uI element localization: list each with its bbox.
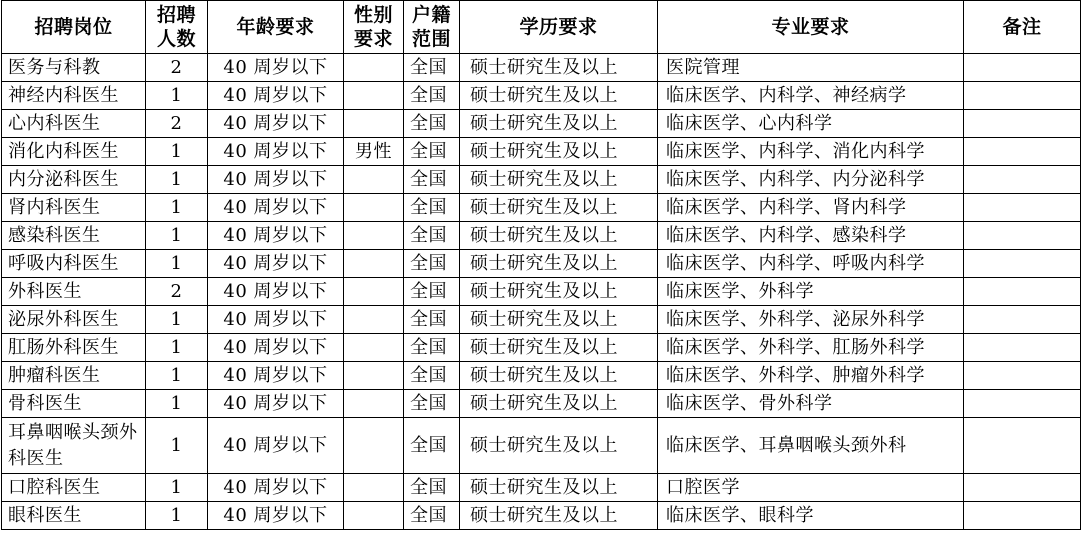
cell-notes [964, 502, 1081, 530]
cell-major: 临床医学、内科学、肾内科学 [658, 194, 964, 222]
header-age: 年龄要求 [208, 1, 344, 54]
cell-major: 临床医学、骨外科学 [658, 390, 964, 418]
cell-notes [964, 222, 1081, 250]
table-row [2, 306, 1081, 334]
cell-hukou: 全国 [404, 362, 460, 390]
cell-position: 心内科医生 [2, 110, 146, 138]
cell-education: 硕士研究生及以上 [460, 278, 658, 306]
cell-education: 硕士研究生及以上 [460, 502, 658, 530]
cell-hukou: 全国 [404, 222, 460, 250]
cell-gender [344, 362, 404, 390]
cell-hukou: 全国 [404, 250, 460, 278]
cell-notes [964, 138, 1081, 166]
cell-education: 硕士研究生及以上 [460, 166, 658, 194]
cell-gender [344, 82, 404, 110]
cell-age: 40 周岁以下 [208, 110, 344, 138]
cell-major: 临床医学、内科学、感染科学 [658, 222, 964, 250]
cell-gender [344, 54, 404, 82]
cell-count: 1 [146, 334, 208, 362]
cell-gender [344, 166, 404, 194]
cell-gender [344, 222, 404, 250]
cell-gender [344, 474, 404, 502]
cell-major: 临床医学、外科学、肿瘤外科学 [658, 362, 964, 390]
cell-notes [964, 250, 1081, 278]
cell-position: 消化内科医生 [2, 138, 146, 166]
table-row [2, 474, 1081, 502]
cell-notes [964, 82, 1081, 110]
cell-notes [964, 334, 1081, 362]
cell-count: 1 [146, 250, 208, 278]
cell-major: 临床医学、内科学、内分泌科学 [658, 166, 964, 194]
cell-hukou: 全国 [404, 306, 460, 334]
table-row [2, 110, 1081, 138]
cell-count: 1 [146, 418, 208, 474]
cell-position: 耳鼻咽喉头颈外科医生 [2, 418, 146, 474]
cell-count: 1 [146, 306, 208, 334]
cell-hukou: 全国 [404, 166, 460, 194]
cell-education: 硕士研究生及以上 [460, 222, 658, 250]
table-row [2, 82, 1081, 110]
cell-gender [344, 418, 404, 474]
table-row [2, 222, 1081, 250]
cell-age: 40 周岁以下 [208, 194, 344, 222]
cell-education: 硕士研究生及以上 [460, 194, 658, 222]
table-row [2, 138, 1081, 166]
cell-hukou: 全国 [404, 418, 460, 474]
cell-hukou: 全国 [404, 194, 460, 222]
cell-major: 临床医学、外科学、肛肠外科学 [658, 334, 964, 362]
cell-hukou: 全国 [404, 54, 460, 82]
cell-major: 临床医学、耳鼻咽喉头颈外科 [658, 418, 964, 474]
cell-gender [344, 306, 404, 334]
header-education: 学历要求 [460, 1, 658, 54]
header-notes: 备注 [964, 1, 1081, 54]
cell-major: 医院管理 [658, 54, 964, 82]
cell-notes [964, 418, 1081, 474]
cell-notes [964, 194, 1081, 222]
cell-age: 40 周岁以下 [208, 334, 344, 362]
cell-education: 硕士研究生及以上 [460, 306, 658, 334]
cell-major: 临床医学、内科学、呼吸内科学 [658, 250, 964, 278]
cell-count: 1 [146, 390, 208, 418]
cell-position: 泌尿外科医生 [2, 306, 146, 334]
cell-education: 硕士研究生及以上 [460, 334, 658, 362]
header-major: 专业要求 [658, 1, 964, 54]
cell-notes [964, 390, 1081, 418]
cell-major: 临床医学、眼科学 [658, 502, 964, 530]
cell-major: 临床医学、内科学、消化内科学 [658, 138, 964, 166]
table-row [2, 166, 1081, 194]
cell-notes [964, 474, 1081, 502]
cell-major: 临床医学、心内科学 [658, 110, 964, 138]
cell-education: 硕士研究生及以上 [460, 250, 658, 278]
cell-age: 40 周岁以下 [208, 166, 344, 194]
header-gender: 性别要求 [344, 1, 404, 54]
cell-count: 1 [146, 222, 208, 250]
cell-count: 1 [146, 502, 208, 530]
cell-gender [344, 110, 404, 138]
table-row [2, 194, 1081, 222]
cell-age: 40 周岁以下 [208, 474, 344, 502]
table-row [2, 250, 1081, 278]
header-count: 招聘人数 [146, 1, 208, 54]
cell-age: 40 周岁以下 [208, 278, 344, 306]
cell-age: 40 周岁以下 [208, 82, 344, 110]
table-row [2, 54, 1081, 82]
cell-education: 硕士研究生及以上 [460, 138, 658, 166]
cell-gender [344, 390, 404, 418]
cell-major: 临床医学、外科学 [658, 278, 964, 306]
cell-notes [964, 362, 1081, 390]
cell-count: 2 [146, 54, 208, 82]
table-row [2, 390, 1081, 418]
table-row [2, 362, 1081, 390]
cell-count: 2 [146, 110, 208, 138]
cell-age: 40 周岁以下 [208, 306, 344, 334]
cell-position: 感染科医生 [2, 222, 146, 250]
cell-education: 硕士研究生及以上 [460, 110, 658, 138]
cell-count: 1 [146, 166, 208, 194]
cell-age: 40 周岁以下 [208, 362, 344, 390]
cell-age: 40 周岁以下 [208, 418, 344, 474]
cell-age: 40 周岁以下 [208, 502, 344, 530]
header-hukou: 户籍范围 [404, 1, 460, 54]
cell-education: 硕士研究生及以上 [460, 54, 658, 82]
cell-position: 外科医生 [2, 278, 146, 306]
cell-hukou: 全国 [404, 474, 460, 502]
cell-position: 骨科医生 [2, 390, 146, 418]
table-row [2, 418, 1081, 474]
recruitment-table [1, 0, 1081, 530]
cell-hukou: 全国 [404, 334, 460, 362]
cell-notes [964, 110, 1081, 138]
cell-notes [964, 166, 1081, 194]
cell-age: 40 周岁以下 [208, 390, 344, 418]
cell-age: 40 周岁以下 [208, 54, 344, 82]
cell-notes [964, 306, 1081, 334]
cell-position: 肾内科医生 [2, 194, 146, 222]
cell-education: 硕士研究生及以上 [460, 474, 658, 502]
cell-hukou: 全国 [404, 278, 460, 306]
cell-education: 硕士研究生及以上 [460, 418, 658, 474]
cell-position: 内分泌科医生 [2, 166, 146, 194]
table-row [2, 502, 1081, 530]
table-body [2, 54, 1081, 530]
cell-major: 临床医学、内科学、神经病学 [658, 82, 964, 110]
cell-count: 1 [146, 82, 208, 110]
cell-hukou: 全国 [404, 502, 460, 530]
cell-hukou: 全国 [404, 138, 460, 166]
cell-gender [344, 502, 404, 530]
cell-count: 1 [146, 138, 208, 166]
cell-position: 神经内科医生 [2, 82, 146, 110]
table-row [2, 334, 1081, 362]
cell-gender [344, 278, 404, 306]
cell-notes [964, 278, 1081, 306]
cell-position: 呼吸内科医生 [2, 250, 146, 278]
header-row [2, 1, 1081, 54]
header-position: 招聘岗位 [2, 1, 146, 54]
cell-hukou: 全国 [404, 390, 460, 418]
cell-gender [344, 250, 404, 278]
table-row [2, 278, 1081, 306]
cell-count: 1 [146, 474, 208, 502]
cell-count: 1 [146, 194, 208, 222]
cell-education: 硕士研究生及以上 [460, 390, 658, 418]
cell-position: 医务与科教 [2, 54, 146, 82]
cell-age: 40 周岁以下 [208, 250, 344, 278]
cell-position: 肿瘤科医生 [2, 362, 146, 390]
cell-position: 口腔科医生 [2, 474, 146, 502]
cell-age: 40 周岁以下 [208, 222, 344, 250]
cell-education: 硕士研究生及以上 [460, 82, 658, 110]
cell-notes [964, 54, 1081, 82]
cell-count: 2 [146, 278, 208, 306]
cell-hukou: 全国 [404, 110, 460, 138]
cell-education: 硕士研究生及以上 [460, 362, 658, 390]
cell-hukou: 全国 [404, 82, 460, 110]
cell-major: 口腔医学 [658, 474, 964, 502]
cell-count: 1 [146, 362, 208, 390]
cell-gender [344, 334, 404, 362]
cell-position: 眼科医生 [2, 502, 146, 530]
cell-major: 临床医学、外科学、泌尿外科学 [658, 306, 964, 334]
cell-position: 肛肠外科医生 [2, 334, 146, 362]
cell-gender: 男性 [344, 138, 404, 166]
cell-age: 40 周岁以下 [208, 138, 344, 166]
cell-gender [344, 194, 404, 222]
